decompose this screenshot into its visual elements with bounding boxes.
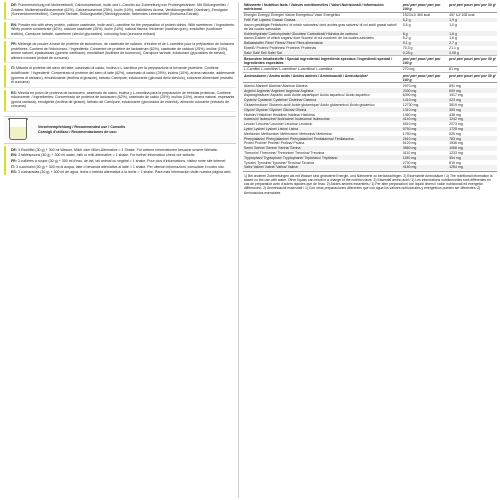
table-row: Tryptophan/ Tryptophan/ Tryptophane/ Triptofano/ Triptófano 1180 mg 354 mg: [243, 155, 497, 160]
table-row: Alanin/ Alanine/ Alanine/ Alanina/ Alanina 2970 mg 891 mg: [244, 83, 461, 88]
table-row: Threonin/ Threonine/ Thréonine/ Treonina/ Treonina 4110 mg 1233 mg: [244, 150, 463, 155]
table-row: Asparaginsäure/ Aspartic acid/ Acide aspartique/ Acido aspartico/ Ácido aspártico 6390 mg 1917 mg: [244, 93, 463, 98]
recommended-use-title: Verzehrempfehlung / Recommended use / Conseils Consigli d'utilizzo / Recomendaciones de uso:: [38, 125, 126, 134]
ingredients-text: Miscela di proteine del siero del latte, caseinato di calcio, inulina e L-carnitina per la preparazione di bevande proteiche. Contiene dolcificante. / Ingredienti: Concentrato di proteine del siero di latte (62%), caseinato di calcio (25%), inulina (10%), aroma naturale, addensante (gomma di xantano), emulsionante (lecitina di girasole), tartrato Carnipure, edulcorante (glicosidi dello steviolo), colorante alimentare (estratto di curcuma): [11, 66, 235, 85]
usage-instruction: EN: 3 tablespoons (30 g) + 300 ml water, milk or milk alternative = 1 shake. For further information check our website.: [11, 153, 196, 158]
table-row: Methionin/ Methionine/ Méthionine/ Metionina/ Metionina 1750 mg 525 mg: [244, 131, 461, 136]
language-code: DE:: [11, 3, 18, 7]
usage-instruction: IT: 3 cucchiaini (30 g) + 300 ml di acqua, latte o bevanda alternativa al latte = 1 shake. Per ulteriori informazioni, consultare il nostro sito.: [11, 164, 225, 169]
table-row: Fett/ Fat/ Lipides/ Grassi/ Grasas 6,2 g 1,9 g: [243, 18, 497, 23]
table-row: davon Zucker/ of which sugars/ dont Sucres/ di cui zuccheri/ de los cuales azúcares 5,2 g 1,6 g: [244, 36, 457, 41]
table-row: Energie/ Energy/ Énergie/ Valore Energetico/ Valor Energético 1523 kJ/ 360 kcal 457 kJ/ 108 kcal: [244, 13, 475, 17]
left-column: [4, 2, 236, 176]
footnote: 1) Bei anderen Zubereitungen als mit Wasser sind geänderte Energie- und Nährwerte zu berücksichtigen. 2) Essenzielle Aminosäure / 1) The nutritional information is based on the use with water. Other liquids can result in a change of the nutrition facts. 2) Essential amino acid / 1) Les informations nutritionnelles sont différentes en cas de préparation avec d'autres liquides que de l'eau. 2) Acides aminés essentiels / 1) Per altre preparazioni con liquidi diversi i valori nutrizionali ed energetici differiscono. 2) Amminoacidi essenziali / 1) Con otras preparaciones diferentes que con agua los valores nutricionales y energéticos pueden ser diferentes. 2) Aminoácidos esenciales: [243, 171, 497, 195]
ingredients-block: [4, 2, 236, 20]
ingredients-text: Mezcla en polvo de proteína de lactosuero, caseinato de calcio, inulina y L-carnitina para la preparación de bebidas proteicas. Contiene edulcorante. / Ingredientes: Concentrado de proteína de lactosuero (62%), caseinato de calcio (25%), inulina (10%), aroma natural, espesante (goma xantana), emulgente (lecitina de girasol), tartrato de Carnipure, edulcorante (glucósidos de esteviol), alimento colorante (extracto de cúrcuma): [11, 90, 235, 109]
table-header: Aminosäuren / Amino acids / Acides aminés / Amminoacidi / Aminoácidos² pro/ per/ pour/ per/ por 100 g pro/ per/ pour/ per/ por 30 g¹: [244, 73, 497, 82]
table-row: Serin/ Serine/ Sérine/ Serina/ Serina 3560 mg 1068 mg: [243, 146, 497, 151]
table-row: Salz/ Salt/ Sel/ Sale/ Sal 0,28 g 0,08 g: [243, 50, 497, 55]
table-row: Valin/ Valine/ Valine/ Valina/ Valina³ 4180 mg 1254 mg: [243, 165, 497, 170]
usage-instruction: ES: 3 cucharadas (30 g) + 300 ml de agua, leche o bebida alternativa a la leche = 1 shake. Para más información visite nuestra página web.: [11, 170, 232, 175]
table-row: Tyrosin/ Tyrosine/ Tyrosine/ Tirosina/ Tirosina 2730 mg 819 mg: [244, 160, 461, 165]
ingredients-block: [4, 41, 236, 63]
table-row: Glycin/ Glycine/ Glycine/ Glicina/ Glicina 1310 mg 393 mg: [243, 107, 497, 112]
table-row: davon gesättigte Fettsäuren/ of which saturates/ dont acides gras saturés/ di cui acidi grassi saturi/ de las cuales saturadas 3,5 g 1,0 g: [244, 22, 457, 31]
language-code: FR:: [11, 159, 17, 164]
language-code: EN:: [11, 153, 18, 158]
ingredients-text: Mélange de poudre à base de protéine de lactosérum, de caséinate de calcium, d'inuline et de L-carnitine pour la préparation de boissons protéinées. Contient de l'édulcorant. / Ingrédients: Concentré de protéine de lactosérum (62%), caséinate de calcium (25%), inuline (10%), arôme naturel, épaississant (gomme xanthane), émulsifiant (lécithine de tournesol), Carnipure tartrate, édulcorant (glycosides de stéviol), aliment colorant (extrait de curcuma): [11, 42, 235, 60]
nutrition-column: [243, 2, 497, 195]
table-row: Ballaststoffe/ Fibre/ Fibres/ Fibre/ Fibra alimentaria 9,1 g 2,7 g: [243, 41, 497, 46]
table-row: Glutaminsäure/ Glutamic acid/ Acide glutamique/ Acido glutammico/ Ácido glutámico 12730 mg 3819 mg: [244, 102, 463, 107]
language-code: ES:: [11, 170, 17, 175]
table-row: Leucin/ Leucine/ Leucine/ Leucina/ Leucina³ 6910 mg 2073 mg: [244, 122, 463, 127]
usage-instruction: FR: 3 cuillères à soupe (30 g) + 300 ml d'eau, de lait, lait animal ou végétal = 1 shake. Pour plus d'informations, visitez notre site internet.: [11, 159, 227, 164]
table-row: Kohlenhydrate/ Carbohydrate/ Glucides/ Carboidrati/ Hidratos de carbono 6 g 1,8 g: [243, 31, 497, 36]
language-code: IT:: [11, 164, 15, 169]
glass-icon: [4, 117, 34, 143]
ingredients-text: Powder mix with whey protein, calcium caseinate, inulin and L-carnitine for the preparation of protein drinks. With sweetener. / Ingredients: Whey protein concentrate (62%), calcium caseinate (25%), inulin (10%), natural flavour, thickener (xanthan gum), emulsifier (sunflower lecithin), Carnipure tartrate, sweetener (steviol glycosides), colouring food (curcuma extract): [11, 22, 235, 36]
ingredients-block: [4, 22, 236, 40]
ingredients-block: [4, 65, 236, 87]
language-code: DE:: [11, 147, 18, 152]
language-code: ES:: [11, 90, 17, 95]
table-row: Histidin/ Histidine/ Histidine/ Istidina/ Histidina 1460 mg 438 mg: [244, 112, 461, 117]
usage-instruction: DE: 3 Esslöffel (30 g) + 300 ml Wasser, Milch oder Milch-Alternative = 1 Shake. Für weitere Informationen besuche unsere Website.: [11, 147, 218, 152]
language-code: IT:: [11, 66, 15, 71]
table-row: Prolin/ Proline/ Proline/ Prolina/ Prolina 5120 mg 1536 mg: [244, 141, 463, 146]
recommended-use: [4, 116, 236, 175]
language-code: FR:: [11, 42, 17, 47]
table-row: Lysin/ Lysine/ Lysine/ Lisina/ Lisina 5750 mg 1725 mg: [243, 127, 497, 132]
table-row: Arginin/ Arginine/ Arginine/ Arginina/ Arginina 2030 mg 609 mg: [243, 88, 497, 93]
table-header: Besondere Inhaltsstoffe / Special ingredients/ Ingrédients spéciaux / Ingredienti speciali / Ingredientes especiales pro/ per/ pour/ per/ por 100 g pro/ per/ pour/ per/ por 30 g¹: [244, 57, 497, 66]
table-row: Eiweiß/ Protein/ Protéines/ Proteine/ Proteínas 70,3 g 21,1 g: [244, 45, 459, 50]
column-divider: [238, 2, 239, 498]
ingredients-block: [4, 90, 236, 112]
ingredients-text: Pulvereinrichung mit Molkeneiweiß, Calciumcaseinat, Inulin und L-Carnitin zur Zubereitung von Proteingetränken. Mit Süßungsmittel. / Zutaten: Molkeneiweißkonzentrat (62%), Calciumcaseinat (25%), Inulin (10%), natürliches Aroma, Verdickungsmittel (Xanthan), Emulgator (Sonnenblumenlecithin), Campure Tartrate, Süßungsmittel (Steviolglycoside, farbendes Lebensmittel (Kurkuma-Extrakt): [11, 3, 229, 17]
table-header: Nährwerte / Nutrition facts / Valeurs nutritionnelles / Valori Nutrizionali / Información nutricional pro/ per/ pour/ per/ por 100 g pro/ per/ pour/ per/ por 30 g¹: [244, 3, 497, 12]
table-row: L-Carnitin/ L-carnitine/ L-carnitine/ L-carnitina/ L-carnitina 270 mg 81 mg: [244, 67, 459, 72]
table-row: Phenylalanin/ Phenylalanine/ Phénylalanine/ Fenilalanina/ Fenilalanina 2610 mg 783 mg: [243, 136, 497, 141]
nutrition-table: [243, 2, 497, 170]
table-row: Isoleucin/ Isoleucine/ Isoleucine/ Isoleucina/ Isoleucina³ 4140 mg 1242 mg: [243, 117, 497, 122]
language-code: EN:: [11, 22, 18, 27]
table-row: Cystein/ Cysteine/ Cystéine/ Cisteina/ Cisteína 1410 mg 423 mg: [243, 98, 497, 103]
